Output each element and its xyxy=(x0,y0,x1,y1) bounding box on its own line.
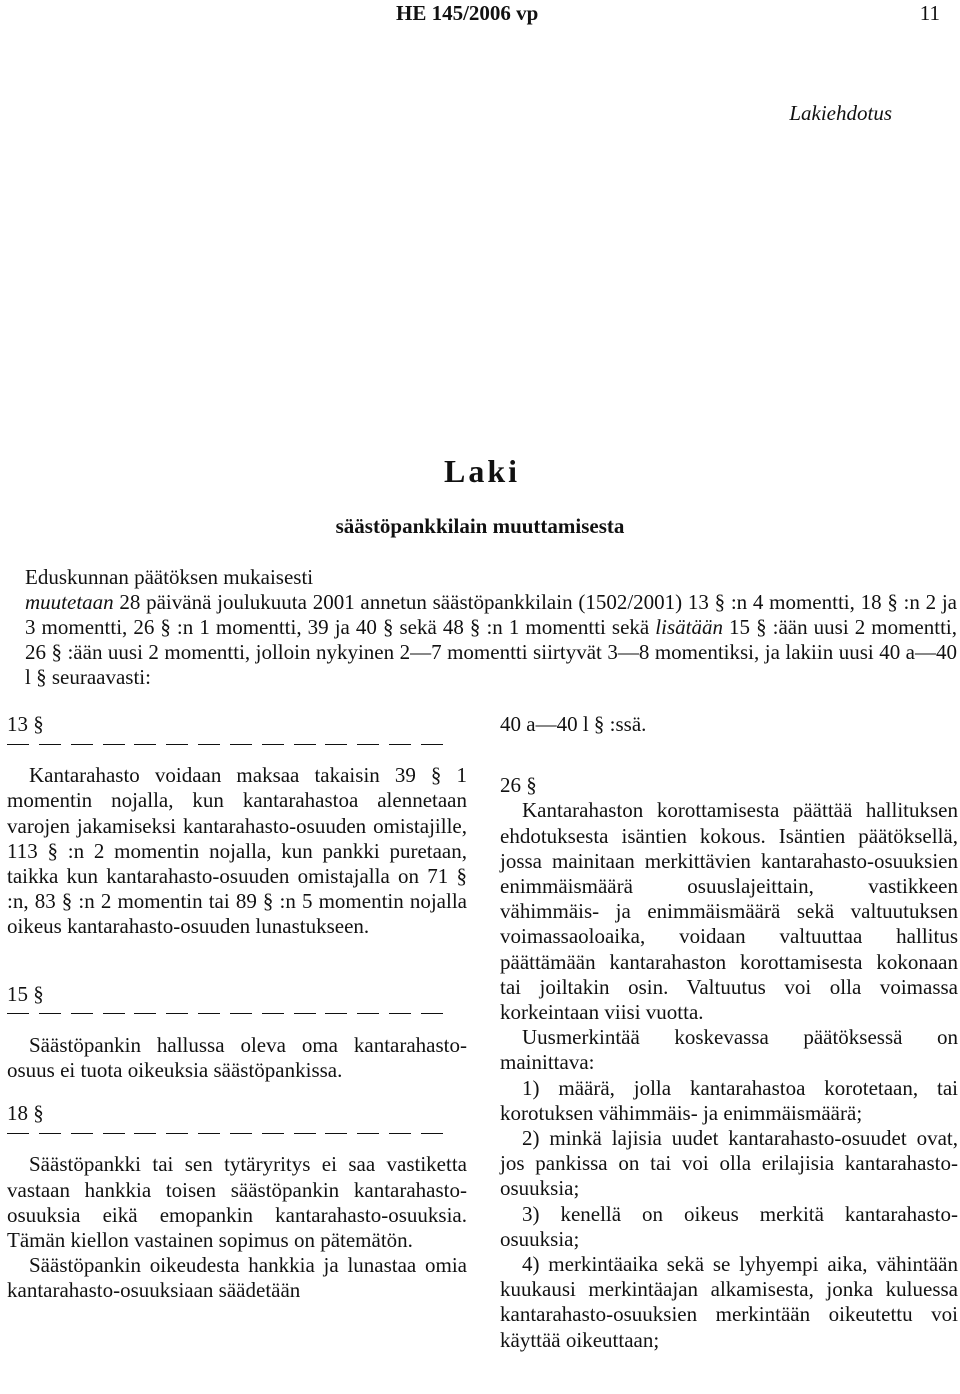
section-15-heading: 15 § xyxy=(7,981,44,1006)
list-item: 2) minkä lajisia uudet kantarahasto-osuudet ovat, jos pankissa on tai voi olla erilajisia kantarahasto-osuuksia; xyxy=(500,1126,958,1201)
add-word: lisätään xyxy=(655,615,723,639)
section-18-heading: 18 § xyxy=(7,1101,44,1126)
omission-dashes xyxy=(7,737,467,751)
section-18-text-1: Säästöpankki tai sen tytäryritys ei saa vastiketta vastaan hankkia toisen säästöpankin kantarahasto-osuuksia eikä emopankin kantarahasto-osuuksia. Tämän kiellon vastainen sopimus on pätemätön. xyxy=(7,1152,467,1253)
section-26-heading: 26 § xyxy=(500,773,537,798)
page-header xyxy=(0,0,960,40)
amend-text: 28 päivänä joulukuuta 2001 annetun säästöpankkilain (1502/2001) 13 § :n 4 momentti, 18 § :n 2 ja 3 momentti, 26 § :n 1 momentti, 39 ja 40 § sekä 48 § :n 1 momentti sekä xyxy=(25,590,957,639)
section-13-text: Kantarahasto voidaan maksaa takaisin 39 § 1 momentin nojalla, kun kantarahastoa alennetaan varojen jakamiseksi kantarahasto-osuuden omistajille, 113 § :n 2 momentin nojalla, kun pankki puretaan, taikka kun kantarahasto-osuuden omistajalla on 71 § :n, 83 § :n 2 momentin tai 89 § :n 5 momentin nojalla oikeus kantarahasto-osuuden lunastukseen. xyxy=(7,763,467,939)
preamble-intro: Eduskunnan päätöksen mukaisesti xyxy=(25,565,314,589)
section-26-text-2: Uusmerkintää koskevassa päätöksessä on mainittava: xyxy=(500,1025,958,1075)
omission-dashes xyxy=(7,1126,467,1140)
add-text: 15 § :ään uusi 2 momentti, 26 § :ään uusi 2 momentti, jolloin nykyinen 2—7 momentti siirtyvät 3—8 momentiksi, ja lakiin uusi 40 a—40 l § seuraavasti: xyxy=(25,615,957,689)
law-title: Laki xyxy=(443,453,521,489)
preamble xyxy=(25,565,957,690)
section-26-text-1: Kantarahaston korottamisesta päättää hallituksen ehdotuksesta isäntien kokous. Isäntien päätöksellä, jossa mainitaan merkittävien kantarahasto-osuuksien enimmäismäärä osuuslajeittain, vastikkeen vähimmäis- ja enimmäismäärä sekä valtuutuksen voimassaoloaika, voidaan valtuuttaa hallitus päättämään kantarahaston korottamisesta kokonaan tai joiltakin osin. Valtuutus voi olla voimassa korkeintaan viisi vuotta. xyxy=(500,798,958,1025)
preamble-text xyxy=(25,590,957,690)
omission-dashes xyxy=(7,1007,467,1021)
left-column xyxy=(7,712,467,1304)
list-item: 3) kenellä on oikeus merkitä kantarahasto-osuuksia; xyxy=(500,1201,958,1251)
law-subtitle: säästöpankkilain muuttamisesta xyxy=(335,514,625,538)
section-13-heading: 13 § xyxy=(7,712,44,736)
right-column xyxy=(500,712,958,1353)
section-18-text-2: Säästöpankin oikeudesta hankkia ja lunastaa omia kantarahasto-osuuksiaan säädetään xyxy=(7,1253,467,1303)
page-number: 11 xyxy=(919,1,940,25)
list-item: 1) määrä, jolla kantarahastoa korotetaan, tai korotuksen vähimmäis- ja enimmäismäärä; xyxy=(500,1075,958,1125)
amend-word: muutetaan xyxy=(25,590,114,614)
list-item: 4) merkintäaika sekä se lyhyempi aika, vähintään kuukausi merkintäajan alkamisesta, jonka kuluessa kantarahasto-osuuksien merkintään oikeutettu voi käyttää oikeuttaan; xyxy=(500,1252,958,1352)
section-label: Lakiehdotus xyxy=(789,101,892,125)
document-id: HE 145/2006 vp xyxy=(396,1,539,25)
carryover-text: 40 a—40 l § :ssä. xyxy=(500,712,647,736)
section-15-text: Säästöpankin hallussa oleva oma kantarahasto-osuus ei tuota oikeuksia säästöpankissa. xyxy=(7,1032,467,1083)
